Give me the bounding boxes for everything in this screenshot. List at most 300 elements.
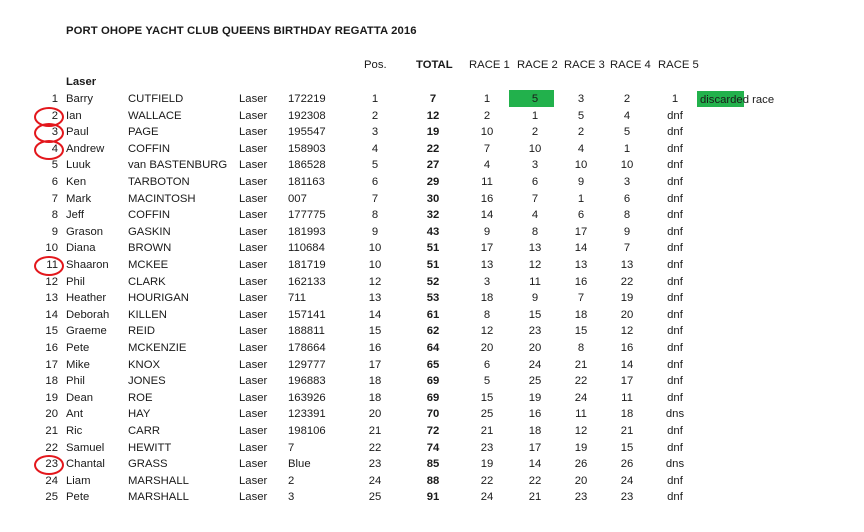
- row-number-cell: 16: [45, 342, 58, 354]
- boat-class-cell: Laser: [239, 209, 268, 222]
- total-points-cell: 70: [426, 408, 440, 421]
- position-cell: 1: [371, 93, 379, 105]
- race-1-cell: 18: [480, 292, 494, 305]
- row-number-cell: 17: [45, 358, 58, 371]
- first-name-cell: Mark: [66, 192, 92, 205]
- race-4-cell: 2: [623, 93, 631, 105]
- table-row: [0, 108, 864, 125]
- race-4-cell: 1: [623, 142, 631, 155]
- race-5-cell: dns: [665, 458, 685, 471]
- sail-number-cell: 181163: [288, 176, 325, 188]
- race-5-cell: dnf: [667, 491, 683, 504]
- position-cell: 25: [368, 491, 382, 504]
- race-5-cell: dnf: [667, 109, 683, 122]
- race-5-cell: dnf: [667, 308, 683, 321]
- first-name-cell: Jeff: [66, 209, 85, 222]
- race-2-cell: 19: [528, 391, 542, 404]
- total-points-cell: 91: [426, 491, 440, 504]
- first-name-cell: Luuk: [66, 159, 91, 172]
- last-name-cell: van BASTENBURG: [128, 159, 228, 172]
- row-number-cell: 22: [45, 441, 58, 454]
- table-row: [0, 141, 864, 158]
- race-5-cell: dnf: [667, 474, 683, 487]
- sail-number-cell: 123391: [288, 408, 326, 421]
- last-name-cell: HOURIGAN: [128, 292, 189, 305]
- first-name-cell: Grason: [66, 225, 104, 238]
- last-name-cell: MARSHALL: [128, 474, 189, 487]
- race-2-cell: 16: [528, 408, 542, 421]
- boat-class-cell: Laser: [239, 292, 268, 305]
- total-points-cell: 27: [426, 159, 440, 172]
- first-name-cell: Graeme: [66, 325, 107, 338]
- table-row: [0, 257, 864, 274]
- section-label: Laser: [66, 76, 97, 88]
- total-points-cell: 62: [426, 325, 440, 338]
- race-1-cell: 5: [483, 375, 491, 388]
- race-4-cell: 4: [623, 109, 631, 122]
- position-cell: 18: [368, 375, 382, 388]
- race-2-cell: 8: [531, 225, 539, 238]
- sail-number-cell: 711: [288, 292, 307, 305]
- boat-class-cell: Laser: [239, 242, 268, 255]
- first-name-cell: Pete: [66, 491, 90, 504]
- race-3-cell: 23: [574, 491, 588, 504]
- race-5-cell: dnf: [667, 142, 683, 155]
- total-points-cell: 12: [426, 109, 440, 122]
- first-name-cell: Ric: [66, 425, 83, 437]
- race-1-cell: 8: [483, 308, 491, 321]
- sail-number-cell: 110684: [288, 242, 325, 255]
- row-number-cell: 19: [45, 391, 58, 404]
- position-cell: 7: [371, 192, 379, 205]
- row-number-cell: 13: [45, 292, 58, 305]
- race-2-cell: 15: [528, 308, 542, 321]
- sail-number-cell: 163926: [288, 391, 326, 404]
- race-4-cell: 19: [620, 292, 634, 305]
- race-2-cell: 20: [528, 342, 542, 354]
- first-name-cell: Chantal: [66, 458, 105, 471]
- race-5-cell: dnf: [667, 259, 683, 271]
- position-cell: 5: [371, 159, 379, 172]
- first-name-cell: Phil: [66, 275, 85, 288]
- sail-number-cell: 007: [288, 192, 307, 205]
- table-row: [0, 174, 864, 191]
- race-3-cell: 22: [574, 375, 588, 388]
- position-cell: 24: [368, 474, 382, 487]
- sail-number-cell: 195547: [288, 126, 326, 139]
- row-number-cell: 8: [51, 209, 58, 222]
- total-points-cell: 7: [429, 93, 437, 105]
- race-1-cell: 16: [480, 192, 494, 205]
- first-name-cell: Ken: [66, 176, 87, 188]
- race-3-cell: 3: [577, 93, 585, 105]
- last-name-cell: BROWN: [128, 242, 172, 255]
- row-number-cell: 4: [51, 142, 58, 155]
- row-number-cell: 18: [45, 375, 58, 388]
- race-2-cell: 1: [531, 109, 539, 122]
- last-name-cell: CUTFIELD: [128, 93, 184, 105]
- race-2-cell: 11: [529, 275, 541, 288]
- race-3-cell: 26: [574, 458, 588, 471]
- total-points-cell: 74: [426, 441, 440, 454]
- race-5-cell: dnf: [667, 342, 683, 354]
- table-row: [0, 456, 864, 473]
- table-row: [0, 157, 864, 174]
- position-cell: 13: [368, 292, 382, 305]
- race-2-cell: 22: [528, 474, 542, 487]
- race-1-cell: 25: [480, 408, 494, 421]
- race-3-cell: 7: [577, 292, 585, 305]
- position-cell: 18: [368, 391, 382, 404]
- first-name-cell: Dean: [66, 391, 94, 404]
- total-points-cell: 29: [426, 176, 440, 188]
- first-name-cell: Pete: [66, 342, 90, 354]
- last-name-cell: GRASS: [128, 458, 168, 471]
- table-row: [0, 290, 864, 307]
- row-number-cell: 2: [51, 109, 58, 122]
- position-cell: 4: [371, 142, 379, 155]
- position-cell: 2: [371, 109, 379, 122]
- last-name-cell: WALLACE: [128, 109, 182, 122]
- race-5-cell: dnf: [667, 425, 683, 437]
- race-3-cell: 18: [574, 308, 588, 321]
- table-row: [0, 240, 864, 257]
- race-4-cell: 9: [623, 225, 631, 238]
- last-name-cell: MARSHALL: [128, 491, 189, 504]
- race-3-cell: 10: [574, 159, 588, 172]
- table-row: [0, 373, 864, 390]
- row-number-cell: 10: [45, 242, 58, 255]
- race-1-cell: 3: [483, 275, 491, 288]
- race-5-cell: dnf: [667, 275, 683, 288]
- race-2-cell: 3: [531, 159, 539, 172]
- race-2-cell: 5: [531, 93, 539, 105]
- position-cell: 23: [368, 458, 382, 471]
- race-3-cell: 21: [574, 358, 588, 371]
- discarded-race-note: discarded race: [700, 94, 775, 106]
- first-name-cell: Ian: [66, 109, 82, 122]
- boat-class-cell: Laser: [239, 176, 268, 188]
- sail-number-cell: 162133: [288, 275, 326, 288]
- race-1-cell: 4: [483, 159, 491, 172]
- race-5-cell: dnf: [667, 325, 683, 338]
- position-cell: 6: [371, 176, 379, 188]
- race-3-cell: 20: [574, 474, 588, 487]
- race-5-cell: dnf: [667, 225, 683, 238]
- last-name-cell: TARBOTON: [128, 176, 190, 188]
- race-1-cell: 15: [480, 391, 494, 404]
- race-2-cell: 21: [528, 491, 542, 504]
- table-row: [0, 207, 864, 224]
- last-name-cell: MCKEE: [128, 259, 169, 271]
- position-cell: 10: [368, 259, 382, 271]
- header-total: TOTAL: [416, 59, 453, 71]
- race-1-cell: 17: [480, 242, 494, 255]
- row-number-cell: 3: [51, 126, 58, 139]
- race-5-cell: dnf: [667, 375, 683, 388]
- first-name-cell: Diana: [66, 242, 96, 255]
- total-points-cell: 51: [426, 259, 440, 271]
- race-5-cell: dnf: [667, 441, 683, 454]
- boat-class-cell: Laser: [239, 325, 268, 338]
- race-2-cell: 7: [531, 192, 539, 205]
- last-name-cell: REID: [128, 325, 155, 338]
- total-points-cell: 61: [426, 308, 440, 321]
- table-row: [0, 224, 864, 241]
- race-3-cell: 5: [577, 109, 585, 122]
- race-4-cell: 13: [620, 259, 634, 271]
- race-1-cell: 21: [480, 425, 494, 437]
- last-name-cell: HEWITT: [128, 441, 172, 454]
- sail-number-cell: 178664: [288, 342, 326, 354]
- race-2-cell: 10: [528, 142, 542, 155]
- race-3-cell: 8: [577, 342, 585, 354]
- race-1-cell: 24: [480, 491, 494, 504]
- race-1-cell: 22: [480, 474, 494, 487]
- row-number-cell: 11: [46, 259, 58, 271]
- header-race-3: RACE 3: [564, 59, 605, 71]
- boat-class-cell: Laser: [239, 259, 268, 271]
- race-4-cell: 18: [620, 408, 634, 421]
- boat-class-cell: Laser: [239, 441, 268, 454]
- race-4-cell: 3: [623, 176, 631, 188]
- row-number-cell: 21: [45, 425, 58, 437]
- total-points-cell: 64: [426, 342, 440, 354]
- race-4-cell: 10: [620, 159, 634, 172]
- position-cell: 8: [371, 209, 379, 222]
- table-row: [0, 91, 864, 108]
- race-2-cell: 23: [528, 325, 542, 338]
- row-number-cell: 14: [45, 308, 58, 321]
- table-row: [0, 340, 864, 357]
- boat-class-cell: Laser: [239, 342, 268, 354]
- sail-number-cell: 158903: [288, 142, 326, 155]
- race-5-cell: 1: [671, 93, 679, 105]
- boat-class-cell: Laser: [239, 159, 268, 172]
- row-number-cell: 7: [51, 192, 58, 205]
- table-row: [0, 489, 864, 506]
- race-1-cell: 9: [483, 225, 491, 238]
- table-row: [0, 473, 864, 490]
- page-title: PORT OHOPE YACHT CLUB QUEENS BIRTHDAY REGATTA 2016: [66, 25, 417, 37]
- sail-number-cell: 3: [288, 491, 295, 504]
- last-name-cell: JONES: [128, 375, 166, 388]
- boat-class-cell: Laser: [239, 109, 268, 122]
- position-cell: 3: [371, 126, 379, 139]
- race-1-cell: 6: [483, 358, 491, 371]
- race-1-cell: 7: [483, 142, 491, 155]
- first-name-cell: Deborah: [66, 308, 110, 321]
- race-3-cell: 16: [574, 275, 588, 288]
- race-3-cell: 11: [575, 408, 587, 421]
- race-3-cell: 17: [574, 225, 588, 238]
- boat-class-cell: Laser: [239, 474, 268, 487]
- last-name-cell: KNOX: [128, 358, 161, 371]
- last-name-cell: CLARK: [128, 275, 166, 288]
- total-points-cell: 43: [426, 225, 440, 238]
- position-cell: 12: [368, 275, 382, 288]
- race-2-cell: 24: [528, 358, 542, 371]
- race-3-cell: 9: [577, 176, 585, 188]
- race-5-cell: dnf: [667, 242, 683, 255]
- first-name-cell: Heather: [66, 292, 107, 305]
- sail-number-cell: 129777: [288, 358, 326, 371]
- header-pos: Pos.: [364, 59, 387, 71]
- first-name-cell: Samuel: [66, 441, 105, 454]
- race-1-cell: 13: [480, 259, 494, 271]
- race-5-cell: dnf: [667, 159, 683, 172]
- last-name-cell: MCKENZIE: [128, 342, 187, 354]
- header-race-4: RACE 4: [610, 59, 651, 71]
- race-2-cell: 13: [528, 242, 542, 255]
- last-name-cell: GASKIN: [128, 225, 171, 238]
- position-cell: 9: [371, 225, 379, 238]
- race-4-cell: 11: [621, 391, 633, 404]
- race-4-cell: 17: [620, 375, 634, 388]
- race-2-cell: 2: [531, 126, 539, 139]
- race-3-cell: 2: [577, 126, 585, 139]
- total-points-cell: 22: [426, 142, 440, 155]
- race-3-cell: 15: [574, 325, 588, 338]
- last-name-cell: KILLEN: [128, 308, 167, 321]
- race-4-cell: 15: [620, 441, 634, 454]
- race-2-cell: 17: [528, 441, 542, 454]
- total-points-cell: 65: [426, 358, 440, 371]
- boat-class-cell: Laser: [239, 275, 268, 288]
- total-points-cell: 69: [426, 375, 440, 388]
- race-4-cell: 7: [623, 242, 631, 255]
- sail-number-cell: 7: [288, 441, 295, 454]
- table-row: [0, 274, 864, 291]
- race-4-cell: 24: [620, 474, 634, 487]
- sail-number-cell: 172219: [288, 93, 326, 105]
- race-1-cell: 11: [481, 176, 493, 188]
- race-1-cell: 23: [480, 441, 494, 454]
- race-4-cell: 16: [620, 342, 634, 354]
- first-name-cell: Paul: [66, 126, 89, 139]
- race-1-cell: 10: [480, 126, 494, 139]
- race-2-cell: 4: [531, 209, 539, 222]
- race-2-cell: 25: [528, 375, 542, 388]
- race-3-cell: 14: [574, 242, 588, 255]
- table-row: [0, 406, 864, 423]
- race-4-cell: 5: [623, 126, 631, 139]
- table-row: [0, 440, 864, 457]
- last-name-cell: COFFIN: [128, 209, 171, 222]
- race-3-cell: 13: [574, 259, 588, 271]
- race-1-cell: 14: [480, 209, 494, 222]
- race-5-cell: dnf: [667, 292, 683, 305]
- race-5-cell: dnf: [667, 391, 683, 404]
- sail-number-cell: 181719: [288, 259, 326, 271]
- row-number-cell: 1: [51, 93, 58, 105]
- race-3-cell: 4: [577, 142, 585, 155]
- race-1-cell: 2: [483, 109, 491, 122]
- row-number-cell: 5: [51, 159, 58, 172]
- table-row: [0, 307, 864, 324]
- boat-class-cell: Laser: [239, 408, 268, 421]
- race-4-cell: 26: [620, 458, 634, 471]
- race-5-cell: dns: [665, 408, 685, 421]
- last-name-cell: MACINTOSH: [128, 192, 196, 205]
- row-number-cell: 12: [45, 275, 58, 288]
- table-row: [0, 390, 864, 407]
- boat-class-cell: Laser: [239, 126, 268, 139]
- first-name-cell: Barry: [66, 93, 93, 105]
- race-4-cell: 8: [623, 209, 631, 222]
- sail-number-cell: 186528: [288, 159, 326, 172]
- sail-number-cell: 196883: [288, 375, 326, 388]
- sail-number-cell: 157141: [288, 308, 326, 321]
- sail-number-cell: 192308: [288, 109, 326, 122]
- table-row: [0, 357, 864, 374]
- boat-class-cell: Laser: [239, 425, 268, 437]
- row-number-cell: 25: [45, 491, 58, 504]
- position-cell: 22: [368, 441, 382, 454]
- first-name-cell: Andrew: [66, 142, 105, 155]
- position-cell: 10: [368, 242, 382, 255]
- table-row: [0, 191, 864, 208]
- race-4-cell: 14: [620, 358, 634, 371]
- race-4-cell: 6: [623, 192, 631, 205]
- total-points-cell: 53: [426, 292, 440, 305]
- race-2-cell: 12: [528, 259, 542, 271]
- row-number-cell: 20: [45, 408, 58, 421]
- position-cell: 15: [368, 325, 382, 338]
- race-2-cell: 14: [528, 458, 542, 471]
- race-3-cell: 6: [577, 209, 585, 222]
- race-3-cell: 12: [574, 425, 588, 437]
- total-points-cell: 52: [426, 275, 440, 288]
- total-points-cell: 51: [426, 242, 440, 255]
- race-4-cell: 22: [620, 275, 634, 288]
- boat-class-cell: Laser: [239, 358, 268, 371]
- race-1-cell: 1: [483, 93, 491, 105]
- boat-class-cell: Laser: [239, 308, 268, 321]
- row-number-cell: 24: [45, 474, 58, 487]
- position-cell: 14: [368, 308, 382, 321]
- boat-class-cell: Laser: [239, 93, 268, 105]
- last-name-cell: CARR: [128, 425, 161, 437]
- race-2-cell: 6: [531, 176, 539, 188]
- sail-number-cell: 2: [288, 474, 295, 487]
- boat-class-cell: Laser: [239, 391, 268, 404]
- row-number-cell: 9: [51, 225, 58, 238]
- race-1-cell: 20: [480, 342, 494, 354]
- boat-class-cell: Laser: [239, 375, 268, 388]
- table-row: [0, 323, 864, 340]
- race-5-cell: dnf: [667, 209, 683, 222]
- race-5-cell: dnf: [667, 176, 683, 188]
- last-name-cell: ROE: [128, 391, 153, 404]
- row-number-cell: 6: [51, 176, 58, 188]
- race-4-cell: 12: [620, 325, 634, 338]
- total-points-cell: 69: [426, 391, 440, 404]
- race-5-cell: dnf: [667, 358, 683, 371]
- race-2-cell: 9: [531, 292, 539, 305]
- header-race-1: RACE 1: [469, 59, 510, 71]
- first-name-cell: Ant: [66, 408, 83, 421]
- header-race-5: RACE 5: [658, 59, 699, 71]
- total-points-cell: 32: [426, 209, 440, 222]
- total-points-cell: 72: [426, 425, 440, 437]
- first-name-cell: Shaaron: [66, 259, 109, 271]
- race-3-cell: 19: [574, 441, 588, 454]
- race-4-cell: 23: [620, 491, 634, 504]
- boat-class-cell: Laser: [239, 192, 268, 205]
- sail-number-cell: 177775: [288, 209, 326, 222]
- position-cell: 17: [368, 358, 382, 371]
